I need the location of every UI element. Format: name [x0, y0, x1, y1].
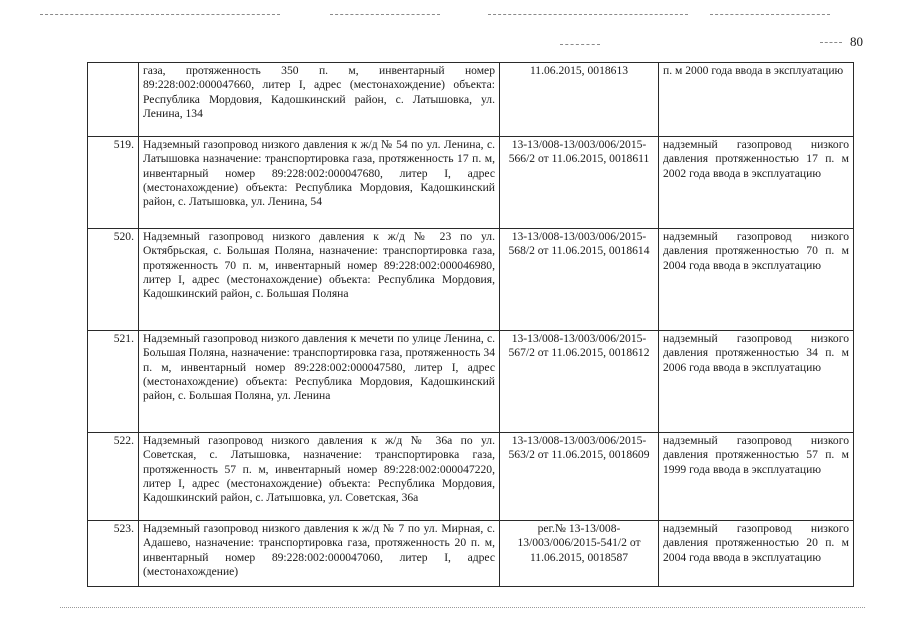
table-row: [88, 229, 854, 331]
table-row: [88, 521, 854, 587]
page-number: 80: [850, 34, 863, 49]
row-number: [88, 63, 139, 137]
registration-record: рег.№ 13-13/008-13/003/006/2015-541/2 от 11.06.2015, 0018587: [500, 521, 659, 587]
table-row: [88, 63, 854, 137]
row-number: 521.: [88, 331, 139, 433]
object-note: надземный газопровод низкого давления протяженностью 34 п. м 2006 года ввода в эксплуатацию: [659, 331, 854, 433]
object-note: надземный газопровод низкого давления протяженностью 70 п. м 2004 года ввода в эксплуатацию: [659, 229, 854, 331]
table-row: [88, 137, 854, 229]
scan-artifact-top: [488, 14, 688, 15]
row-number: 523.: [88, 521, 139, 587]
object-description: Надземный газопровод низкого давления к ж/д № 54 по ул. Ленина, с. Латышовка назначение: транспортировка газа, протяженность 17 п. м, инвентарный номер 89:228:002:000047680, литер I, адрес (местонахождение) объекта: Республика Мордовия, Кадошкинский район, с. Латышовка, ул. Ленина, 54: [139, 137, 500, 229]
object-description: Надземный газопровод низкого давления к ж/д № 7 по ул. Мирная, с. Адашево, назначение: транспортировка газа, протяженность 20 п. м, инвентарный номер 89:228:002:000047060, литер I, адрес (местонахождение): [139, 521, 500, 587]
row-number: 522.: [88, 433, 139, 521]
object-note: п. м 2000 года ввода в эксплуатацию: [659, 63, 854, 137]
scan-artifact-top: [710, 14, 830, 15]
table-row: [88, 433, 854, 521]
registration-record: 13-13/008-13/003/006/2015-563/2 от 11.06.2015, 0018609: [500, 433, 659, 521]
registration-record: 13-13/008-13/003/006/2015-566/2 от 11.06.2015, 0018611: [500, 137, 659, 229]
table-row: [88, 331, 854, 433]
row-number: 519.: [88, 137, 139, 229]
object-description: Надземный газопровод низкого давления к ж/д № 23 по ул. Октябрьская, с. Большая Поляна, назначение: транспортировка газа, протяженность 70 п. м, инвентарный номер 89:228:002:000046980, литер I, адрес (местонахождение) объекта: Республика Мордовия, Кадошкинский район, с. Большая Поляна: [139, 229, 500, 331]
registration-record: 11.06.2015, 0018613: [500, 63, 659, 137]
scan-artifact-mid: [560, 44, 600, 45]
object-description: газа, протяженность 350 п. м, инвентарный номер 89:228:002:000047660, литер I, адрес (местонахождение) объекта: Республика Мордовия, Кадошкинский район, с. Латышовка, ул. Ленина, 134: [139, 63, 500, 137]
object-note: надземный газопровод низкого давления протяженностью 57 п. м 1999 года ввода в эксплуатацию: [659, 433, 854, 521]
registry-table: [87, 62, 854, 587]
scan-artifact-bottom: [60, 607, 865, 608]
object-note: надземный газопровод низкого давления протяженностью 17 п. м 2002 года ввода в эксплуатацию: [659, 137, 854, 229]
scan-artifact-top: [40, 14, 280, 15]
object-note: надземный газопровод низкого давления протяженностью 20 п. м 2004 года ввода в эксплуатацию: [659, 521, 854, 587]
registration-record: 13-13/008-13/003/006/2015-568/2 от 11.06.2015, 0018614: [500, 229, 659, 331]
row-number: 520.: [88, 229, 139, 331]
scan-artifact-top: [330, 14, 440, 15]
scan-artifact-mid: [820, 42, 842, 43]
registration-record: 13-13/008-13/003/006/2015-567/2 от 11.06.2015, 0018612: [500, 331, 659, 433]
object-description: Надземный газопровод низкого давления к ж/д № 36а по ул. Советская, с. Латышовка, назначение: транспортировка газа, протяженность 57 п. м, инвентарный номер 89:228:002:000047220, литер I, адрес (местонахождение) объекта: Республика Мордовия, Кадошкинский район, с. Латышовка, ул. Советская, 36а: [139, 433, 500, 521]
object-description: Надземный газопровод низкого давления к мечети по улице Ленина, с. Большая Поляна, назначение: транспортировка газа, протяженность 34 п. м, инвентарный номер 89:228:002:000047580, литер I, адрес (местонахождение) объекта: Республика Мордовия, Кадошкинский район, с. Большая Поляна, ул. Ленина: [139, 331, 500, 433]
